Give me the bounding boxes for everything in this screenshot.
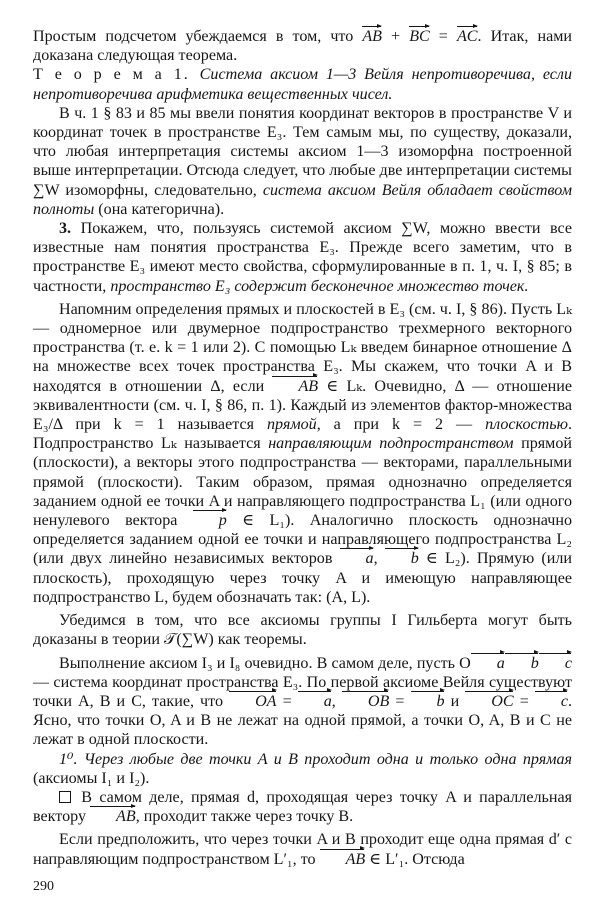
- proof-start: В самом деле, прямая d, проходящая через точку A и параллельная вектору AB, проходит также через точку B.: [33, 788, 572, 826]
- vector-ab: AB: [320, 852, 366, 868]
- paragraph-completeness: В ч. 1 § 83 и 85 мы ввели понятия координат векторов в пространстве V и координат точек в пространстве E₃. Тем самым мы, по существу, доказали, что любая интерпретация системы аксиом 1—3 изоморфна построенной выше интерпретации. Отсюда следует, что любые две интерпретации системы ∑W изоморфны, следовательно, система аксиом Вейля обладает свойством полноты (она категорична).: [33, 104, 572, 218]
- paragraph-hilbert-axioms: Убедимся в том, что все аксиомы группы I Гильберта могут быть доказаны в теории 𝒯(∑W) как теоремы.: [33, 612, 572, 649]
- text-body: [33, 27, 572, 869]
- vector-oa: OA: [229, 694, 276, 710]
- vector-a: a: [471, 656, 505, 672]
- vector-b: b: [505, 656, 539, 672]
- vector-c: c: [539, 656, 572, 672]
- emphasis-text: система аксиом Вейля обладает свойством полноты: [33, 181, 572, 218]
- paragraph-axioms-i3-i8: Выполнение аксиом I₃ и I₈ очевидно. В самом деле, пусть O a b c — система координат пространства E₃. По первой аксиоме Вейля существуют точки A, B и C, такие, что OA = a, OB = b и OC = c. Ясно, что точки O, A и B не лежат на одной прямой, а точки O, A, B и C не лежат в одной плоскости.: [33, 654, 573, 749]
- vector-ab: AB: [362, 28, 383, 45]
- vector-bc: BC: [409, 28, 430, 45]
- paragraph-section-3: 3. Покажем, что, пользуясь системой аксиом ∑W, можно ввести все известные нам понятия пространства E₃. Прежде всего заметим, что в пространстве E₃ имеют место свойства, сформулированные в п. 1, ч. I, § 85; в частности, пространство E₃ содержит бесконечное множество точек.: [33, 220, 572, 295]
- vector-p: p: [193, 513, 227, 529]
- vector-ab: AB: [90, 809, 136, 825]
- theorem-label: Т е о р е м а 1.: [33, 66, 200, 84]
- vector-c: c: [535, 694, 568, 710]
- page-number: 290: [33, 879, 54, 894]
- vector-a: a: [340, 551, 374, 567]
- vector-ac: AC: [456, 28, 478, 45]
- statement-1: 1⁰. Через любые две точки A и B проходит одна и только одна прямая (аксиомы I₁ и I₂).: [33, 750, 572, 787]
- vector-b: b: [411, 694, 445, 710]
- vector-b: b: [385, 551, 419, 567]
- vector-ab: AB: [272, 379, 318, 395]
- emphasis-text: Система аксиом 1—3 Вейля непротиворечива, если непротиворечива арифметика вещественных чисел.: [33, 66, 572, 103]
- section-number: 3.: [59, 220, 72, 238]
- emphasis-text: плоскостью: [485, 416, 568, 434]
- paragraph-lines-planes: Напомним определения прямых и плоскостей в E₃ (см. ч. I, § 86). Пусть Lₖ — одномерное или двумерное подпространство трехмерного векторного пространства (т. е. k = 1 или 2). С помощью Lₖ введем бинарное отношение Δ на множестве всех точек пространства E₃. Мы скажем, что точки A и B находятся в отношении Δ, если AB ∈ Lₖ. Очевидно, Δ — отношение эквивалентности (см. ч. I, § 86, п. 1). Каждый из элементов фактор-множества E₃/Δ при k = 1 называется прямой, а при k = 2 — плоскостью. Подпространство Lₖ называется направляющим подпространством прямой (плоскости), а векторы этого подпространства — векторами, параллельными прямой (плоскости). Таким образом, прямая однозначно определяется заданием одной ее точки A и направляющего подпространства L₁ (или одного ненулевого вектора p ∈ L₁). Аналогично плоскость однозначно определяется заданием одной ее точки и направляющего подпространства L₂ (или двух линейно независимых векторов a, b ∈ L₂). Прямую (или плоскость), проходящую через точку A и имеющую направляющее подпространство L, будем обозначать так: (A, L).: [33, 300, 572, 606]
- paragraph-suppose: Если предположить, что через точки A и B проходит еще одна прямая d′ с направляющим подпространством L′₁, то AB ∈ L′₁. Отсюда: [33, 831, 572, 868]
- emphasis-text: прямой: [266, 416, 317, 434]
- paragraph-intro: Простым подсчетом убеждаемся в том, что AB + BC = AC. Итак, нами доказана следующая теорема.: [33, 28, 573, 65]
- emphasis-text: пространство E₃ содержит бесконечное множество точек.: [110, 277, 529, 295]
- vector-a: a: [298, 694, 332, 710]
- vector-ob: OB: [342, 694, 389, 710]
- emphasis-text: направляющим подпространством: [268, 435, 514, 453]
- emphasis-text: 1⁰. Через любые две точки A и B проходит одна и только одна прямая: [59, 750, 572, 768]
- theorem-1: [33, 65, 572, 103]
- vector-oc: OC: [465, 694, 513, 710]
- proof-start-square-icon: [59, 791, 71, 803]
